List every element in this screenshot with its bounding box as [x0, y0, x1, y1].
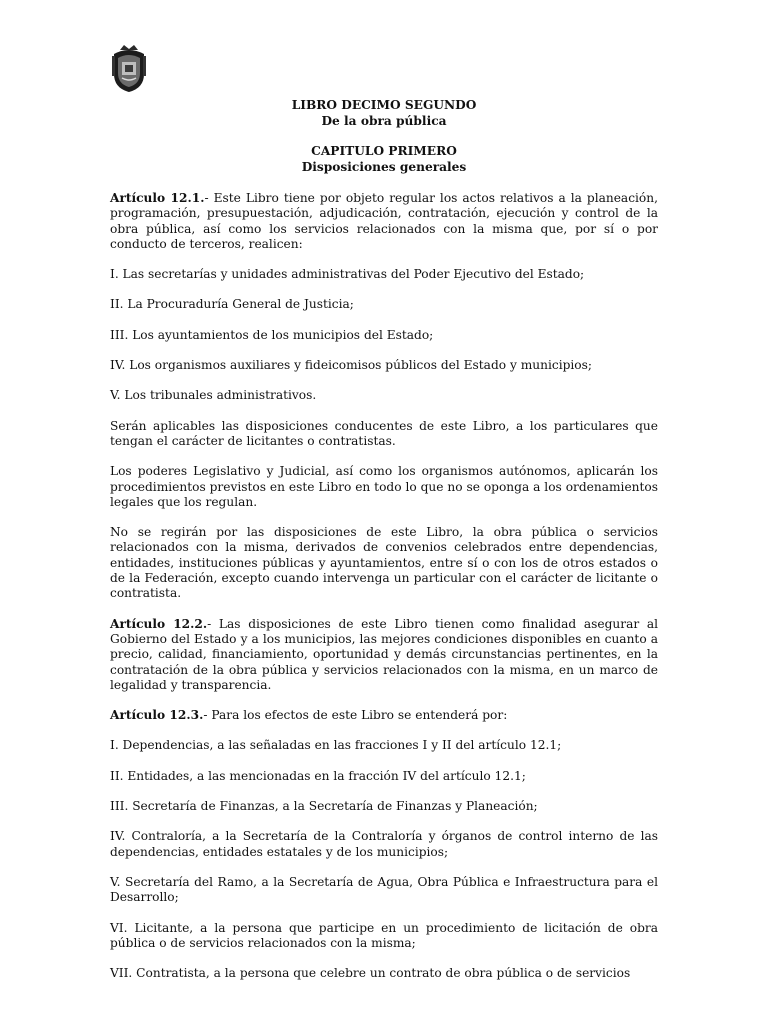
book-subtitle: De la obra pública [321, 114, 447, 128]
chapter-heading [110, 143, 658, 175]
list-item: IV. Los organismos auxiliares y fideicomisos públicos del Estado y municipios; [110, 358, 592, 373]
list-item: VII. Contratista, a la persona que celebre un contrato de obra pública o de servicios [110, 966, 631, 981]
paragraph: No se regirán por las disposiciones de este Libro, la obra pública o servicios relacionados con la misma, derivados de convenios celebrados entre dependencias, entidades, instituciones públicas y ayuntamientos, entre sí o con los de otros estados o de la Federación, excepto cuando intervenga un particular con el carácter de licitante o contratista. [110, 525, 658, 601]
book-heading [110, 97, 658, 129]
article-text: - Este Libro tiene por objeto regular los actos relativos a la planeación, programación, presupuestación, adjudicación, contratación, ejecución y control de la obra pública, así como los servicios relacionados con la misma que, por sí o por conducto de terceros, realicen: [110, 191, 658, 251]
list-item: II. La Procuraduría General de Justicia; [110, 297, 354, 312]
article-12-1 [110, 191, 658, 252]
list-item: III. Los ayuntamientos de los municipios del Estado; [110, 327, 434, 342]
list-item: V. Los tribunales administrativos. [110, 388, 317, 403]
article-12-2 [110, 617, 658, 693]
paragraph: Los poderes Legislativo y Judicial, así como los organismos autónomos, aplicarán los procedimientos previstos en este Libro en todo lo que no se oponga a los ordenamientos legales que los regulan. [110, 464, 658, 509]
chapter-subtitle: Disposiciones generales [301, 160, 467, 174]
list-item: IV. Contraloría, a la Secretaría de la Contraloría y órganos de control interno de las dependencias, entidades estatales y de los municipios; [110, 829, 658, 859]
list-item: VI. Licitante, a la persona que participe en un procedimiento de licitación de obra pública o de servicios relacionados con la misma; [110, 920, 658, 950]
article-text: - Las disposiciones de este Libro tienen como finalidad asegurar al Gobierno del Estado y a los municipios, las mejores condiciones disponibles en cuanto a precio, calidad, financiamiento, oportunidad y demás circunstancias pertinentes, en la contratación de la obra pública y servicios relacionados con la misma, en un marco de legalidad y transparencia. [110, 616, 658, 692]
list-item: II. Entidades, a las mencionadas en la fracción IV del artículo 12.1; [110, 768, 526, 783]
article-label: Artículo 12.2. [110, 616, 208, 631]
article-label: Artículo 12.3. [110, 708, 204, 723]
article-label: Artículo 12.1. [110, 191, 205, 205]
list-item: I. Dependencias, a las señaladas en las fracciones I y II del artículo 12.1; [110, 738, 562, 753]
list-item: III. Secretaría de Finanzas, a la Secretaría de Finanzas y Planeación; [110, 799, 538, 814]
article-12-3 [110, 708, 658, 723]
paragraph: Serán aplicables las disposiciones conducentes de este Libro, a los particulares que tengan el carácter de licitantes o contratistas. [110, 418, 658, 448]
chapter-title: CAPITULO PRIMERO [311, 144, 457, 158]
article-text: - Para los efectos de este Libro se entenderá por: [203, 708, 508, 723]
coat-of-arms-icon [108, 44, 150, 94]
list-item: I. Las secretarías y unidades administrativas del Poder Ejecutivo del Estado; [110, 267, 585, 282]
document-body [110, 97, 658, 981]
book-title: LIBRO DECIMO SEGUNDO [291, 98, 477, 112]
list-item: V. Secretaría del Ramo, a la Secretaría de Agua, Obra Pública e Infraestructura para el Desarrollo; [110, 874, 658, 905]
